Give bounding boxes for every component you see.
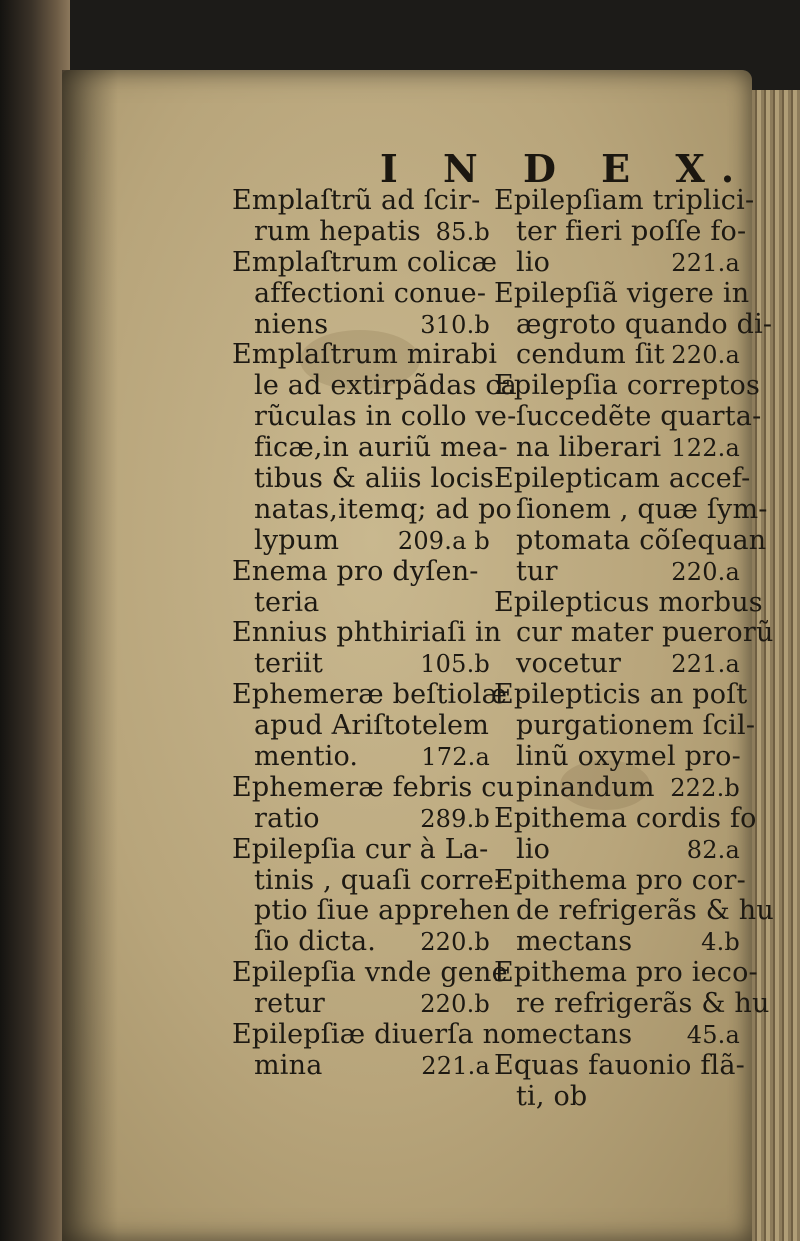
- entry-text: re refrigerãs & hu: [516, 988, 770, 1020]
- index-entry-line: [494, 370, 761, 402]
- book-gutter-shadow: [0, 0, 70, 1241]
- entry-text: Ennius phthiriaſi in: [232, 617, 502, 649]
- entry-text: Epilepſia correptos: [494, 370, 761, 402]
- entry-text: Epilepſiã vigere in: [494, 277, 750, 309]
- page-reference: 221.a: [671, 248, 740, 277]
- index-entry-line: [232, 526, 490, 557]
- index-entry-line: [232, 679, 508, 711]
- index-entry-line: [494, 679, 748, 711]
- entry-text: ſionem , quæ ſym-: [516, 493, 768, 525]
- entry-text: Epilepticis an poſt: [494, 679, 748, 711]
- page-reference: 221.a: [671, 650, 740, 679]
- index-entry-line: [494, 277, 750, 310]
- index-entry-line: [494, 340, 740, 371]
- page-reference: 220.a: [671, 557, 740, 586]
- entry-text: ter fieri poſſe fo-: [516, 215, 747, 247]
- entry-text: ptomata cõſequan: [516, 524, 767, 556]
- entry-text: tinis , quaſi corre-: [254, 864, 504, 896]
- entry-text: le ad extirpãdas ca: [254, 370, 517, 402]
- page-edges: [752, 90, 800, 1241]
- index-entry-line: [232, 771, 515, 804]
- entry-text: mentio.: [254, 741, 359, 773]
- index-entry-line: [232, 186, 490, 217]
- index-entry-line: [494, 248, 740, 279]
- entry-text: mectans: [516, 926, 633, 958]
- page-reference: 105.b: [420, 650, 490, 679]
- entry-text: ti, ob: [516, 1080, 588, 1112]
- page-reference: 220.b: [420, 928, 490, 957]
- index-entry-line: [494, 308, 773, 341]
- page-reference: 82.a: [686, 835, 740, 864]
- entry-text: Emplaſtrum colicæ: [232, 246, 498, 278]
- page-reference: 220.b: [420, 990, 490, 1019]
- entry-text: teria: [254, 586, 320, 618]
- entry-text: Epilepſiam triplici-: [494, 185, 755, 216]
- index-entry-line: [494, 957, 758, 989]
- index-entry-line: [232, 217, 490, 248]
- index-entry-line: [494, 215, 747, 248]
- page-reference: 45.a: [686, 1021, 740, 1050]
- running-head: I N D E X.: [380, 146, 751, 191]
- index-entry-line: [232, 246, 498, 279]
- index-entry-line: [494, 649, 740, 680]
- entry-text: Enema pro dyſen-: [232, 555, 479, 587]
- entry-text: Epilepticus morbus: [494, 586, 763, 618]
- entry-text: vocetur: [516, 648, 622, 680]
- index-entry-line: [232, 649, 490, 680]
- entry-text: tur: [516, 555, 558, 587]
- index-entry-line: [494, 895, 774, 927]
- page-reference: 172.a: [421, 743, 490, 772]
- entry-text: Epithema cordis fo: [494, 802, 757, 834]
- entry-text: Epilepſiæ diuerſa no: [232, 1019, 517, 1051]
- index-entry-line: [232, 432, 508, 464]
- index-entry-line: [232, 310, 490, 341]
- page-reference: 222.b: [670, 773, 740, 802]
- index-entry-line: [494, 988, 770, 1020]
- entry-text: Epithema pro cor-: [494, 864, 746, 896]
- index-entry-line: [494, 185, 755, 217]
- entry-text: Epilepticam accef-: [494, 463, 751, 495]
- entry-text: Emplaſtrum mirabi: [232, 339, 498, 371]
- index-entry-line: [494, 401, 762, 433]
- index-entry-line: [494, 802, 757, 835]
- index-entry-line: [494, 1020, 740, 1051]
- page-reference: 310.b: [420, 310, 490, 339]
- index-entry-line: [494, 524, 767, 557]
- index-entry-line: [494, 617, 774, 649]
- page-reference: 4.b: [701, 928, 740, 957]
- entry-text: ſuccedẽte quarta-: [516, 401, 762, 433]
- entry-text: Epilepſia vnde gene: [232, 957, 508, 989]
- index-entry-line: [232, 401, 517, 433]
- index-entry-line: [232, 989, 490, 1020]
- entry-text: niens: [254, 308, 329, 340]
- index-entry-line: [494, 1082, 740, 1113]
- page-reference: 85.b: [435, 217, 490, 246]
- index-entry-line: [232, 804, 490, 835]
- index-entry-line: [232, 557, 490, 588]
- index-entry-line: [232, 927, 490, 958]
- entry-text: pinandum: [516, 771, 655, 803]
- entry-text: mina: [254, 1049, 323, 1081]
- entry-text: Epithema pro ieco-: [494, 957, 758, 989]
- entry-text: Emplaſtrũ ad ſcir-: [232, 185, 481, 216]
- index-entry-line: [232, 835, 490, 866]
- index-entry-line: [232, 370, 517, 402]
- entry-text: Epilepſia cur à La-: [232, 833, 489, 865]
- entry-text: retur: [254, 988, 326, 1020]
- entry-text: purgationem ſcil-: [516, 710, 756, 742]
- entry-text: na liberari: [516, 432, 662, 464]
- index-entry-line: [232, 339, 498, 371]
- entry-text: teriit: [254, 648, 324, 680]
- page-reference: 289.b: [420, 804, 490, 833]
- index-entry-line: [494, 927, 740, 958]
- index-column-left: [232, 185, 517, 1082]
- entry-text: ſio dicta.: [254, 926, 377, 958]
- index-entry-line: [232, 588, 490, 619]
- index-entry-line: [494, 710, 756, 742]
- index-entry-line: [494, 1049, 745, 1082]
- entry-text: ptio ſiue apprehen: [254, 895, 511, 927]
- index-entry-line: [232, 1051, 490, 1082]
- entry-text: rũculas in collo ve-: [254, 401, 517, 433]
- entry-text: de refrigerãs & hu: [516, 895, 774, 927]
- entry-text: apud Ariſtotelem: [254, 710, 490, 742]
- entry-text: ægroto quando di-: [516, 308, 773, 340]
- index-entry-line: [494, 864, 746, 897]
- entry-text: tibus & aliis locis: [254, 463, 494, 495]
- index-entry-line: [232, 463, 494, 495]
- index-entry-line: [494, 557, 740, 588]
- index-entry-line: [232, 711, 490, 742]
- page-spine-shadow: [62, 70, 118, 1241]
- index-entry-line: [494, 463, 751, 495]
- entry-text: mectans: [516, 1019, 633, 1051]
- entry-text: ficæ,in auriũ mea-: [254, 432, 508, 464]
- entry-text: cendum ſit: [516, 339, 665, 371]
- entry-text: cur mater puerorũ: [516, 617, 774, 649]
- entry-text: affectioni conue-: [254, 277, 487, 309]
- entry-text: ratio: [254, 802, 320, 834]
- index-entry-line: [232, 493, 513, 526]
- index-entry-line: [232, 742, 490, 773]
- index-entry-line: [232, 617, 502, 649]
- index-entry-line: [232, 895, 511, 927]
- entry-text: Ephemeræ febris cu: [232, 771, 515, 803]
- index-entry-line: [494, 493, 768, 526]
- page-reference: 221.a: [421, 1051, 490, 1080]
- index-entry-line: [494, 835, 740, 866]
- entry-text: lio: [516, 833, 551, 865]
- entry-text: rum hepatis: [254, 215, 421, 247]
- entry-text: Ephemeræ beſtiolæ: [232, 679, 508, 711]
- entry-text: lypum: [254, 524, 340, 556]
- index-entry-line: [494, 586, 763, 619]
- index-column-right: [494, 185, 774, 1113]
- entry-text: natas,itemq; ad po: [254, 493, 513, 525]
- index-entry-line: [232, 957, 508, 989]
- index-entry-line: [494, 742, 740, 773]
- page-reference: 209.a b: [397, 526, 490, 555]
- entry-text: linũ oxymel pro-: [516, 741, 741, 773]
- page-reference: 122.a: [671, 434, 740, 463]
- index-entry-line: [232, 279, 490, 310]
- index-entry-line: [232, 1019, 517, 1051]
- entry-text: Equas fauonio flã-: [494, 1049, 745, 1081]
- page-reference: 220.a: [671, 341, 740, 370]
- index-entry-line: [232, 864, 504, 897]
- index-entry-line: [494, 773, 740, 804]
- index-entry-line: [494, 433, 740, 464]
- entry-text: lio: [516, 246, 551, 278]
